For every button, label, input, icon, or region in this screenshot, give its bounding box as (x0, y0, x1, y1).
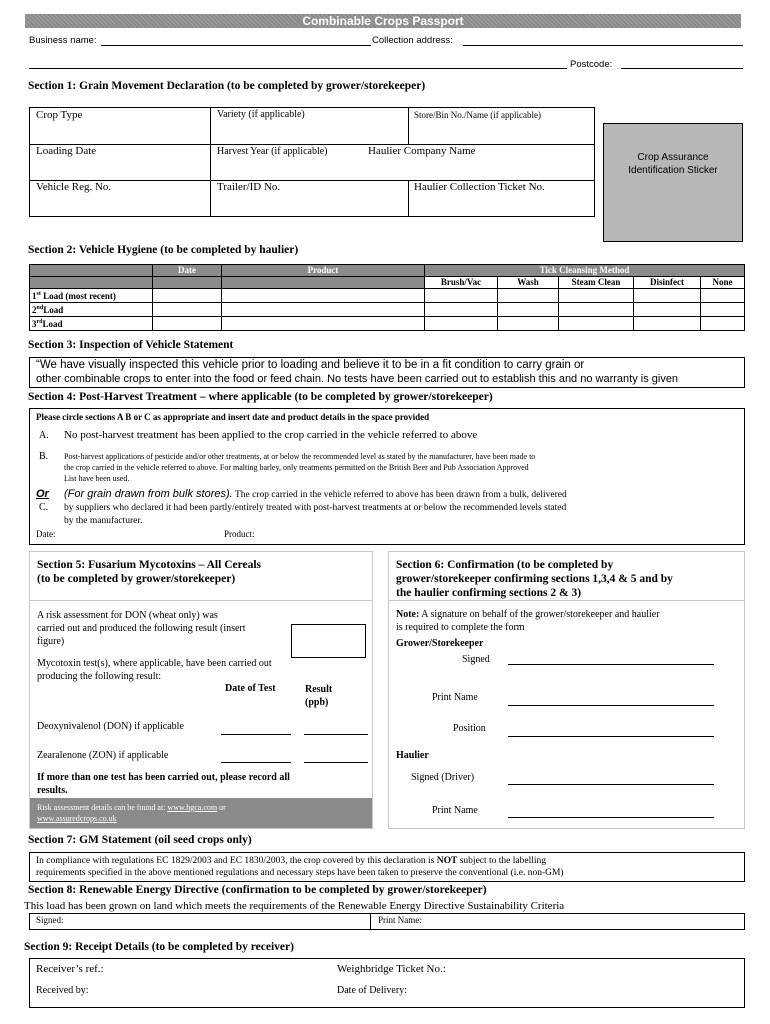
section4-instruction: Please circle sections A B or C as appropriate and insert date and product details in the space provided (36, 412, 430, 422)
weighbridge-ticket-field[interactable]: Weighbridge Ticket No.: (337, 963, 446, 975)
driver-signature-field[interactable] (508, 784, 714, 785)
haulier-ticket-field[interactable]: Haulier Collection Ticket No. (414, 181, 545, 193)
vehicle-hygiene-table (29, 264, 745, 331)
load3-steam[interactable] (559, 317, 634, 331)
section1-grid (29, 107, 595, 217)
haulier-print-name-field[interactable] (508, 817, 714, 818)
loading-date-field[interactable]: Loading Date (36, 145, 97, 157)
zon-date-field[interactable] (221, 762, 291, 763)
grower-print-name-field[interactable] (508, 705, 714, 706)
receivers-ref-field[interactable]: Receiver’s ref.: (36, 963, 104, 975)
load1-disinfect[interactable] (634, 289, 701, 303)
sticker-line-2: Identification Sticker (628, 165, 718, 176)
option-b-label[interactable]: B. (39, 451, 49, 462)
section8-heading: Section 8: Renewable Energy Directive (confirmation to be completed by grower/storekeeper) (28, 884, 487, 896)
method-steam-clean: Steam Clean (559, 277, 634, 289)
section2-heading: Section 2: Vehicle Hygiene (to be completed by haulier) (28, 244, 299, 256)
method-none: None (701, 277, 745, 289)
load1-none[interactable] (701, 289, 745, 303)
load1-date[interactable] (153, 289, 222, 303)
mycotoxin-test-text: Mycotoxin test(s), where applicable, have been carried out producing the following result: (37, 658, 272, 682)
section6-note: Note: A signature on behalf of the grower/storekeeper and haulier is required to complete the form (396, 609, 660, 633)
load2-none[interactable] (701, 303, 745, 317)
section3-line1: “We have visually inspected this vehicle prior to loading and believe it to be in a fit condition to carry grain or (36, 359, 585, 371)
business-name-label: Business name: (29, 35, 97, 46)
result-ppb-header: Result (ppb) (305, 684, 333, 708)
grower-storekeeper-heading: Grower/Storekeeper (396, 638, 484, 649)
business-name-field[interactable] (101, 45, 371, 46)
date-of-test-header: Date of Test (225, 683, 276, 694)
load2-disinfect[interactable] (634, 303, 701, 317)
form-title: Combinable Crops Passport (25, 14, 741, 28)
load2-wash[interactable] (498, 303, 559, 317)
load2-brush[interactable] (425, 303, 498, 317)
load3-brush[interactable] (425, 317, 498, 331)
grower-signature-field[interactable] (508, 664, 714, 665)
don-result-field[interactable] (304, 734, 368, 735)
section9-heading: Section 9: Receipt Details (to be completed by receiver) (24, 941, 294, 953)
load2-product[interactable] (222, 303, 425, 317)
method-disinfect: Disinfect (634, 277, 701, 289)
crop-type-field[interactable]: Crop Type (36, 109, 83, 121)
collection-address-field[interactable] (463, 45, 743, 46)
sticker-line-1: Crop Assurance (637, 152, 709, 163)
load3-product[interactable] (222, 317, 425, 331)
postcode-field[interactable] (621, 68, 743, 69)
collection-address-label: Collection address: (372, 35, 453, 46)
load1-brush[interactable] (425, 289, 498, 303)
zon-label: Zearalenone (ZON) if applicable (37, 750, 169, 761)
section3-heading: Section 3: Inspection of Vehicle Statement (28, 339, 234, 351)
position-label: Position (453, 723, 486, 734)
load1-wash[interactable] (498, 289, 559, 303)
position-field[interactable] (508, 736, 714, 737)
option-c-text: (For grain drawn from bulk stores). The crop carried in the vehicle referred to above has been drawn from a bulk, delivered by suppliers who declared it had been partly/entirely treated with post-harvest treatments at or below the recommended levels stated by the manufacturer. (64, 488, 567, 526)
load-row-label: 1st Load (most recent) (30, 289, 153, 303)
hygiene-date-header: Date (153, 265, 222, 277)
option-a-label[interactable]: A. (39, 430, 49, 441)
hgca-link[interactable]: www.hgca.com (167, 803, 218, 812)
zon-result-field[interactable] (304, 762, 368, 763)
red-signed-field[interactable]: Signed: (36, 915, 64, 925)
haulier-heading: Haulier (396, 750, 429, 761)
risk-assessment-note: Risk assessment details can be found at: www.hgca.com or www.assuredcrops.co.uk (30, 798, 372, 828)
hygiene-product-header: Product (222, 265, 425, 277)
load2-steam[interactable] (559, 303, 634, 317)
don-label: Deoxynivalenol (DON) if applicable (37, 721, 184, 732)
section6-heading: Section 6: Confirmation (to be completed by grower/storekeeper confirming sections 1,3,4 & 5 and by the haulier confirming sections 2 & 3) (396, 559, 673, 599)
received-by-field[interactable]: Received by: (36, 985, 89, 996)
load1-steam[interactable] (559, 289, 634, 303)
trailer-id-field[interactable]: Trailer/ID No. (217, 181, 281, 193)
address-line-2[interactable] (29, 68, 567, 69)
or-label: Or (36, 488, 49, 500)
option-c-label[interactable]: C. (39, 502, 49, 513)
haulier-print-name-label: Print Name (432, 805, 478, 816)
don-date-field[interactable] (221, 734, 291, 735)
hygiene-tick-header: Tick Cleansing Method (425, 265, 745, 277)
load3-date[interactable] (153, 317, 222, 331)
load3-none[interactable] (701, 317, 745, 331)
red-print-name-field[interactable]: Print Name: (378, 915, 422, 925)
section4-heading: Section 4: Post-Harvest Treatment – where applicable (to be completed by grower/storekeeper) (28, 391, 493, 403)
option-a-text: No post-harvest treatment has been applied to the crop carried in the vehicle referred to above (64, 429, 478, 441)
load3-wash[interactable] (498, 317, 559, 331)
load3-disinfect[interactable] (634, 317, 701, 331)
gm-statement-text: In compliance with regulations EC 1829/2003 and EC 1830/2003, the crop covered by this declaration is NOT subject to the labelling requirements specified in the above mentioned regulations and necessary steps have been taken to preserve the conventional (i.e. non-GM) (36, 856, 564, 878)
harvest-year-field[interactable]: Harvest Year (if applicable) (217, 146, 328, 157)
option-b-text: Post-harvest applications of pesticide and/or other treatments, at or below the recommended level as stated by the manufacturer, have been made to the crop carried in the vehicle referred to above. For malting barley, only treatments permitted on the British Beer and Pub Association Approved List have been used. (64, 452, 536, 483)
load-row-label: 3rdLoad (30, 317, 153, 331)
vehicle-reg-field[interactable]: Vehicle Reg. No. (36, 181, 112, 193)
section7-heading: Section 7: GM Statement (oil seed crops only) (28, 834, 252, 846)
variety-field[interactable]: Variety (if applicable) (217, 109, 305, 120)
signed-driver-label: Signed (Driver) (411, 772, 475, 783)
method-wash: Wash (498, 277, 559, 289)
date-of-delivery-field[interactable]: Date of Delivery: (337, 985, 407, 996)
load-row-label: 2ndLoad (30, 303, 153, 317)
section1-heading: Section 1: Grain Movement Declaration (to be completed by grower/storekeeper) (28, 80, 426, 92)
postcode-label: Postcode: (570, 59, 613, 70)
crop-assurance-sticker (603, 123, 743, 242)
assuredcrops-link[interactable]: www.assuredcrops.co.uk (37, 814, 117, 823)
section3-line2: other combinable crops to enter into the food or feed chain. No tests have been carried out to establish this and no warranty is given (36, 373, 679, 385)
section4-product-label[interactable]: Product: (224, 529, 255, 539)
section5-heading: Section 5: Fusarium Mycotoxins – All Cereals (to be completed by grower/storekeeper) (37, 559, 262, 585)
haulier-company-field[interactable]: Haulier Company Name (368, 145, 476, 157)
load1-product[interactable] (222, 289, 425, 303)
grower-print-name-label: Print Name (432, 692, 478, 703)
load2-date[interactable] (153, 303, 222, 317)
hygiene-blank-header (30, 265, 153, 277)
multiple-tests-note: If more than one test has been carried out, please record all results. (37, 772, 290, 796)
don-risk-result-box[interactable] (291, 624, 366, 658)
method-brush-vac: Brush/Vac (425, 277, 498, 289)
risk-assessment-text: A risk assessment for DON (wheat only) was carried out and produced the following result (insert figure) (37, 610, 246, 647)
section4-date-label[interactable]: Date: (36, 529, 56, 539)
red-statement: This load has been grown on land which meets the requirements of the Renewable Energy Directive Sustainability Criteria (24, 900, 565, 912)
store-bin-field[interactable]: Store/Bin No./Name (if applicable) (414, 110, 541, 120)
grower-signed-label: Signed (462, 654, 490, 665)
